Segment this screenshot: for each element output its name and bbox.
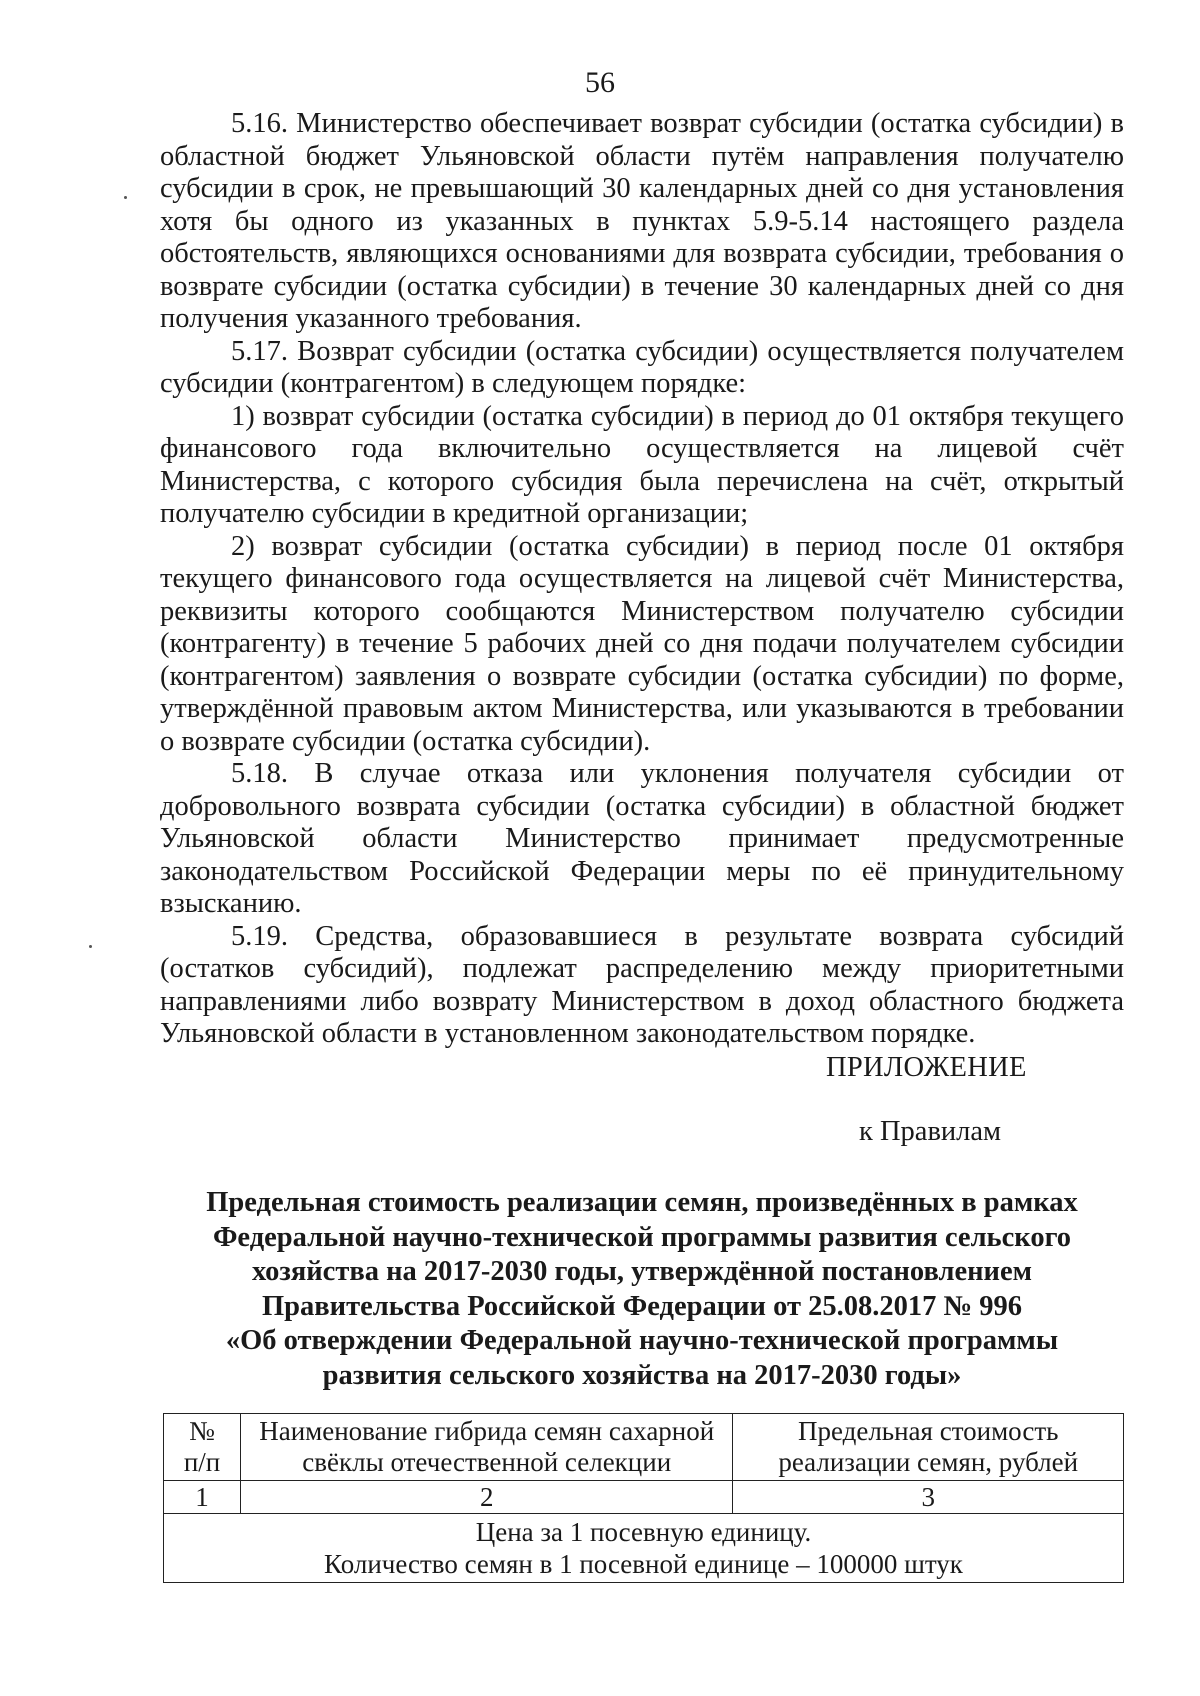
page-number: 56 [585,66,615,99]
price-unit-line: Цена за 1 посевную единицу. [475,1517,812,1547]
table-heading-line: «Об отверждении Федеральной научно-технической программы [225,1325,1059,1356]
appendix-title: ПРИЛОЖЕНИЕ [826,1052,1027,1083]
column-number-cell: 3 [733,1481,1124,1514]
header-hybrid-name-line: свёклы отечественной селекции [302,1447,672,1477]
paragraph-5-19: 5.19. Средства, образовавшиеся в результате возврата субсидий (остатков субсидий), подлежат распределению между приоритетными направлениями либо возврату Министерством в доход областного бюджета Ульяновской области в установленном законодательством порядке. [160,920,1124,1049]
price-unit-row [164,1514,1124,1583]
scan-speck [124,196,127,199]
column-number-row [164,1481,1124,1514]
table-heading-line: развития сельского хозяйства на 2017-2030 годы» [322,1359,962,1391]
appendix-reference: к Правилам [859,1116,1002,1147]
table-heading-line: Федеральной научно-технической программы развития сельского [212,1221,1072,1253]
document-body [160,108,1124,1051]
table-heading-line: хозяйства на 2017-2030 годы, утверждённой постановлением [251,1256,1033,1287]
header-price-line: реализации семян, рублей [778,1447,1079,1477]
column-number-cell: 1 [164,1481,241,1514]
header-hybrid-name-line: Наименование гибрида семян сахарной [259,1416,715,1446]
header-price-line: Предельная стоимость [797,1416,1059,1446]
header-number-line: № [189,1416,215,1446]
header-number-line: п/п [183,1447,221,1477]
paragraph-5-17-item-1: 1) возврат субсидии (остатка субсидии) в период до 01 октября текущего финансового года включительно осуществляется на лицевой счёт Министерства, с которого субсидия была перечислена на счёт, открытый получателю субсидии в кредитной организации; [160,400,1124,529]
paragraph-5-18: 5.18. В случае отказа или уклонения получателя субсидии от добровольного возврата субсидии (остатка субсидии) в областной бюджет Ульяновской области Министерство принимает предусмотренные законодательством Российской Федерации меры по её принудительному взысканию. [160,758,1124,919]
table-heading-line: Предельная стоимость реализации семян, произведённых в рамках [206,1187,1078,1218]
table-heading-line: Правительства Российской Федерации от 25.08.2017 № 996 [262,1290,1022,1322]
table-header-row [164,1414,1124,1481]
paragraph-5-16: 5.16. Министерство обеспечивает возврат субсидии (остатка субсидии) в областной бюджет Ульяновской области путём направления получателю субсидии в срок, не превышающий 30 календарных дней со дня установления хотя бы одного из указанных в пунктах 5.9-5.14 настоящего раздела обстоятельств, являющихся основаниями для возврата субсидии, требования о возврате субсидии (остатка субсидии) в течение 30 календарных дней со дня получения указанного требования. [160,108,1124,334]
header-price [733,1414,1124,1481]
table-heading [160,1186,1124,1393]
header-number [164,1414,241,1481]
paragraph-5-17: 5.17. Возврат субсидии (остатка субсидии) осуществляется получателем субсидии (контрагентом) в следующем порядке: [160,335,1124,399]
column-number-cell: 2 [241,1481,733,1514]
header-hybrid-name [241,1414,733,1481]
seed-price-table [163,1413,1124,1583]
seed-quantity-line: Количество семян в 1 посевной единице – 100000 штук [324,1549,963,1579]
price-unit-cell [164,1514,1124,1583]
scan-speck [89,945,92,948]
paragraph-5-17-item-2: 2) возврат субсидии (остатка субсидии) в период после 01 октября текущего финансового года осуществляется на лицевой счёт Министерства, реквизиты которого сообщаются Министерством получателю субсидии (контрагенту) в течение 5 рабочих дней со дня подачи получателем субсидии (контрагентом) заявления о возврате субсидии (остатка субсидии) по форме, утверждённой правовым актом Министерства, или указываются в требовании о возврате субсидии (остатка субсидии). [160,530,1124,757]
